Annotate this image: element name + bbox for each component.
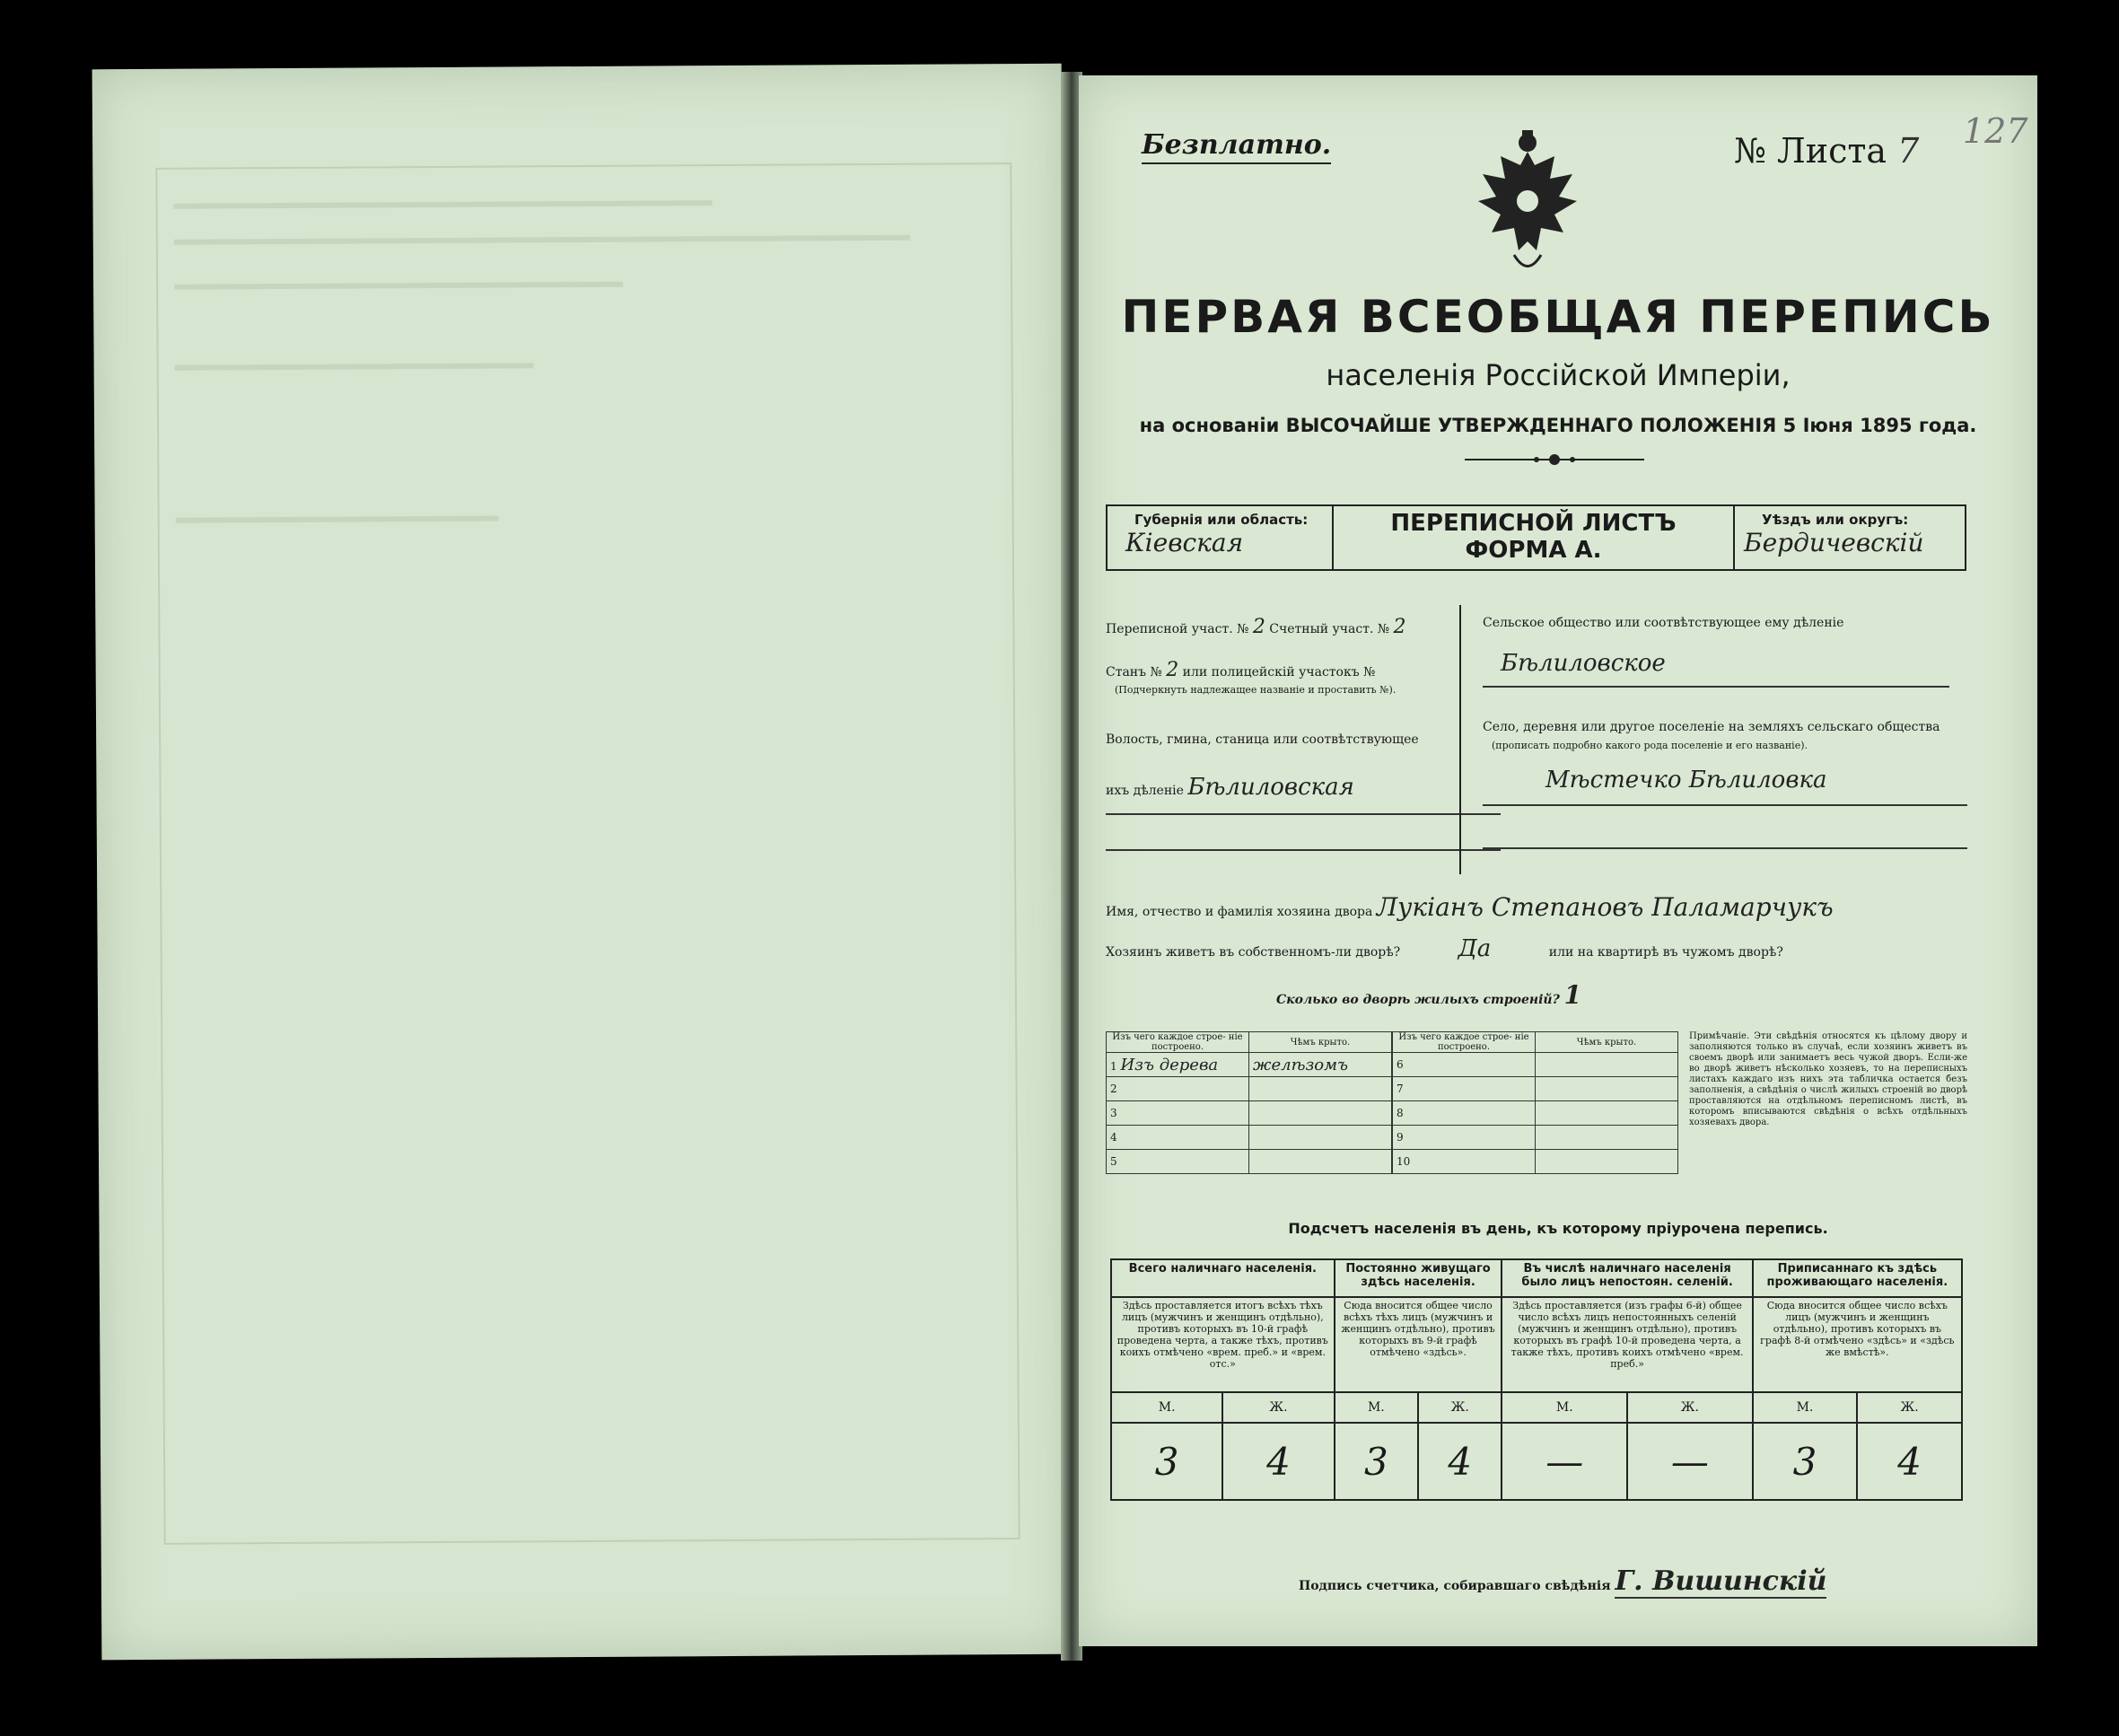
village-value: Мѣстечко Бѣлиловка xyxy=(1545,767,1827,793)
row-material: Изъ дерева xyxy=(1120,1055,1219,1074)
buildings-row xyxy=(1276,980,1581,1010)
signature-value: Г. Вишинскій xyxy=(1615,1565,1827,1597)
residence-row xyxy=(1106,935,1783,962)
village-line xyxy=(1483,804,1967,806)
row-number: 6 xyxy=(1393,1053,1536,1077)
legal-basis: на основаніи ВЫСОЧАЙШЕ УТВЕРЖДЕННАГО ПОЛОЖЕНІЯ 5 Іюня 1895 года. xyxy=(1139,415,1977,436)
buildings-table-left xyxy=(1106,1031,1392,1174)
table-row xyxy=(1107,1101,1392,1126)
form-title: ПЕРВАЯ ВСЕОБЩАЯ ПЕРЕПИСЬ xyxy=(1121,291,1995,343)
registered-female: 4 xyxy=(1857,1423,1962,1500)
district-value: Бердичевскій xyxy=(1744,528,1924,557)
row-number: 1 xyxy=(1110,1059,1117,1073)
residence-alt: или на квартирѣ въ чужомъ дворѣ? xyxy=(1548,945,1783,960)
society-line xyxy=(1483,686,1949,688)
summary-desc-4: Сюда вносится общее число всѣхъ лицъ (мужчинъ и женщинъ отдѣльно), противъ которыхъ въ графѣ 8-й отмѣчено «здѣсь» и «здѣсь же вмѣстѣ». xyxy=(1753,1297,1962,1392)
society-value: Бѣлиловское xyxy=(1501,650,1666,677)
roof-header-2: Чѣмъ крыто. xyxy=(1536,1032,1678,1053)
count-precinct-label: Счетный участ. № xyxy=(1269,622,1390,636)
table-row xyxy=(1393,1077,1678,1101)
summary-desc-1: Здѣсь проставляется итогъ всѣхъ тѣхъ лицъ (мужчинъ и женщинъ отдѣльно), противъ которыхъ въ 10-й графѣ проведена черта, а также тѣхъ, противъ коихъ отмѣчено «врем. преб.» и «врем. отс.» xyxy=(1111,1297,1335,1392)
pencil-page-number: 127 xyxy=(1963,111,2028,151)
village-note: (прописать подробно какого рода поселеніе и его названіе). xyxy=(1492,740,1808,751)
stan-suffix: или полицейскій участокъ № xyxy=(1182,665,1376,679)
province-value: Кіевская xyxy=(1125,528,1244,557)
column-divider xyxy=(1459,605,1461,874)
material-header-2: Изъ чего каждое строе- ніе построено. xyxy=(1393,1032,1536,1053)
female-label: Ж. xyxy=(1418,1392,1502,1423)
summary-head-1: Всего наличнаго населенія. xyxy=(1111,1259,1335,1297)
registered-male: 3 xyxy=(1753,1423,1858,1500)
male-label: М. xyxy=(1502,1392,1627,1423)
stan-row xyxy=(1106,659,1375,681)
volost-line xyxy=(1106,813,1501,815)
male-label: М. xyxy=(1335,1392,1418,1423)
sheet-number-label: № Листа xyxy=(1734,131,1887,171)
buildings-table xyxy=(1106,1031,1678,1174)
free-label: Безплатно. xyxy=(1142,129,1331,164)
female-label: Ж. xyxy=(1627,1392,1753,1423)
table-row xyxy=(1107,1126,1392,1150)
summary-head-3: Въ числѣ наличнаго населенія было лицъ непостоян. селеній. xyxy=(1502,1259,1752,1297)
signature-row xyxy=(1299,1565,1826,1597)
buildings-value: 1 xyxy=(1563,980,1582,1010)
row-number: 9 xyxy=(1393,1126,1536,1150)
province-label: Губернія или область: xyxy=(1134,512,1309,528)
form-subtitle: населенія Россійской Имперіи, xyxy=(1326,358,1791,392)
precinct-row xyxy=(1106,616,1406,638)
census-form-page xyxy=(1079,75,2037,1646)
summary-head-4: Приписаннаго къ здѣсь проживающаго населенія. xyxy=(1753,1259,1962,1297)
table-row xyxy=(1107,1077,1392,1101)
summary-desc-3: Здѣсь проставляется (изъ графы 6-й) общее число всѣхъ лицъ непостоянныхъ селеній (мужчинъ и женщинъ отдѣльно), противъ которыхъ въ графѣ 10-й проведена черта, а также тѣхъ, противъ коихъ отмѣчено «врем. преб.» xyxy=(1502,1297,1752,1392)
nonresident-male: — xyxy=(1502,1423,1627,1500)
volost-value: Бѣлиловская xyxy=(1187,774,1354,801)
bleed-through-frame xyxy=(155,162,1020,1545)
row-number: 10 xyxy=(1393,1150,1536,1174)
row-number: 4 xyxy=(1107,1126,1249,1150)
summary-title: Подсчетъ населенія въ день, къ которому пріурочена перепись. xyxy=(1288,1220,1828,1237)
row-number: 2 xyxy=(1107,1077,1249,1101)
district-box xyxy=(1733,504,1966,571)
material-header: Изъ чего каждое строе- ніе построено. xyxy=(1107,1032,1249,1053)
district-label: Уѣздъ или округъ: xyxy=(1762,512,1909,528)
stan-value: 2 xyxy=(1166,659,1179,681)
female-label: Ж. xyxy=(1222,1392,1334,1423)
signature-label: Подпись счетчика, собиравшаго свѣдѣнія xyxy=(1299,1579,1611,1593)
permanent-male: 3 xyxy=(1335,1423,1418,1500)
census-precinct-value: 2 xyxy=(1252,616,1265,638)
table-row xyxy=(1393,1126,1678,1150)
row-number: 8 xyxy=(1393,1101,1536,1126)
sheet-number-value: 7 xyxy=(1897,131,1920,171)
society-label: Сельское общество или соотвѣтствующее ему дѣленіе xyxy=(1483,616,1844,630)
form-line1: ПЕРЕПИСНОЙ ЛИСТЪ xyxy=(1390,510,1677,537)
table-row xyxy=(1107,1053,1392,1077)
volost-label: Волость, гмина, станица или соотвѣтствующее xyxy=(1106,732,1419,747)
volost-label2: ихъ дѣленіе xyxy=(1106,784,1184,798)
buildings-label: Сколько во дворѣ жилыхъ строеній? xyxy=(1276,993,1560,1007)
province-box xyxy=(1106,504,1334,571)
count-precinct-value: 2 xyxy=(1393,616,1406,638)
male-label: М. xyxy=(1111,1392,1222,1423)
blank-line-2 xyxy=(1483,847,1967,849)
owner-label: Имя, отчество и фамилія хозяина двора xyxy=(1106,905,1373,919)
summary-head-2: Постоянно живущаго здѣсь населенія. xyxy=(1335,1259,1502,1297)
row-number: 7 xyxy=(1393,1077,1536,1101)
imperial-eagle-emblem xyxy=(1465,125,1590,282)
left-blank-page xyxy=(92,64,1072,1661)
blank-line xyxy=(1106,849,1501,851)
owner-row xyxy=(1106,892,1834,922)
residence-value: Да xyxy=(1458,935,1492,962)
stan-label: Станъ № xyxy=(1106,665,1162,679)
table-row xyxy=(1393,1150,1678,1174)
residence-label: Хозяинъ живетъ въ собственномъ-ли дворѣ? xyxy=(1106,945,1401,960)
sheet-number xyxy=(1734,131,1919,171)
buildings-note: Примѣчаніе. Эти свѣдѣнія относятся къ цѣлому двору и заполняются только въ случаѣ, если хозяинъ живетъ въ своемъ дворѣ или занимаетъ весь чужой дворъ. Если-же во дворѣ живетъ нѣсколько хозяевъ, то на переписныхъ листахъ каждаго изъ нихъ эта табличка остается безъ заполненія, а свѣдѣнія о числѣ жилыхъ строеній во дворѣ проставляются на отдѣльномъ переписномъ листѣ, въ которомъ вписываются свѣдѣнія о всѣхъ отдѣльныхъ хозяевахъ двора. xyxy=(1689,1031,1967,1127)
owner-value: Лукіанъ Степановъ Паламарчукъ xyxy=(1376,892,1834,922)
form-box xyxy=(1332,504,1735,571)
total-female: 4 xyxy=(1222,1423,1334,1500)
volost-row xyxy=(1106,774,1354,801)
table-row xyxy=(1107,1150,1392,1174)
female-label: Ж. xyxy=(1857,1392,1962,1423)
ornament-divider xyxy=(1465,451,1644,469)
permanent-female: 4 xyxy=(1418,1423,1502,1500)
census-precinct-label: Переписной участ. № xyxy=(1106,622,1249,636)
row-number: 3 xyxy=(1107,1101,1249,1126)
buildings-table-right xyxy=(1392,1031,1678,1174)
row-roof: желѣзомъ xyxy=(1249,1053,1392,1077)
stan-note: (Подчеркнуть надлежащее названіе и проставить №). xyxy=(1115,684,1397,696)
table-row xyxy=(1393,1053,1678,1077)
roof-header: Чѣмъ крыто. xyxy=(1249,1032,1392,1053)
summary-desc-2: Сюда вносится общее число всѣхъ тѣхъ лицъ (мужчинъ и женщинъ отдѣльно), противъ которыхъ въ 9-й графѣ отмѣчено «здѣсь». xyxy=(1335,1297,1502,1392)
row-number: 5 xyxy=(1107,1150,1249,1174)
total-male: 3 xyxy=(1111,1423,1222,1500)
nonresident-female: — xyxy=(1627,1423,1753,1500)
village-label: Село, деревня или другое поселеніе на земляхъ сельскаго общества xyxy=(1483,720,1940,734)
table-row xyxy=(1393,1101,1678,1126)
male-label: М. xyxy=(1753,1392,1858,1423)
population-summary-table xyxy=(1110,1258,1963,1501)
form-line2: ФОРМА А. xyxy=(1465,537,1602,564)
